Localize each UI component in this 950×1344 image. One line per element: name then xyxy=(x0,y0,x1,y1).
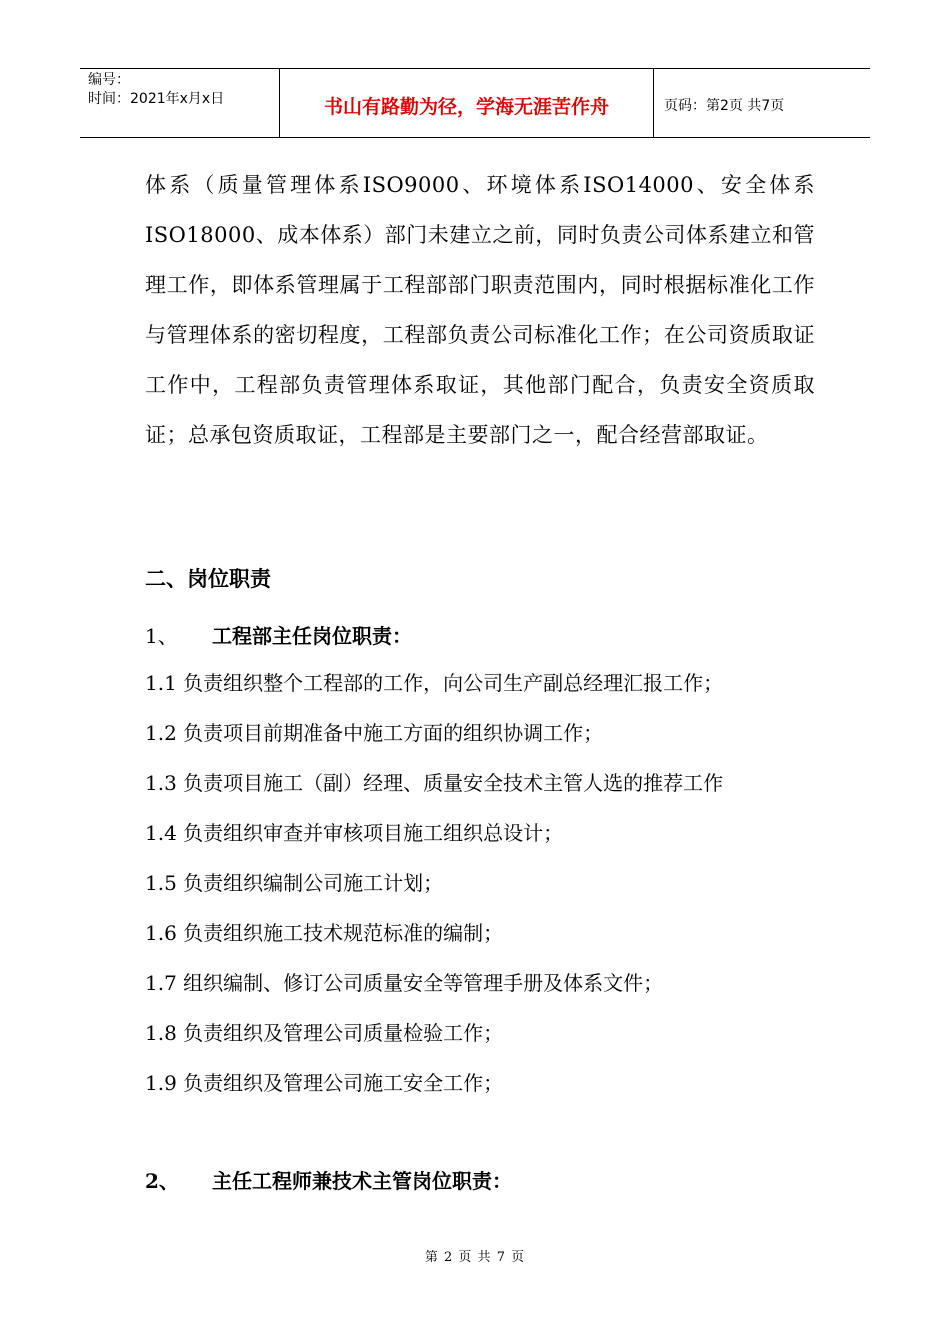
section-title: 二、岗位职责 xyxy=(145,566,271,591)
header-motto: 书山有路勤为径，学海无涯苦作舟 xyxy=(280,69,654,137)
page-header xyxy=(80,68,870,138)
list-item: 1.5 负责组织编制公司施工计划； xyxy=(145,871,444,895)
list-item: 1.1 负责组织整个工程部的工作，向公司生产副总经理汇报工作； xyxy=(145,671,724,695)
subsection-number: 2、 xyxy=(145,1169,179,1193)
duty-list xyxy=(145,658,723,1108)
subsection-number: 1、 xyxy=(145,624,178,648)
header-meta xyxy=(80,69,280,137)
header-page-number: 页码：第2页 共7页 xyxy=(664,98,785,114)
intro-section xyxy=(145,160,815,460)
list-item: 1.8 负责组织及管理公司质量检验工作； xyxy=(145,1021,504,1045)
subsection-title: 主任工程师兼技术主管岗位职责： xyxy=(212,1169,512,1193)
list-item: 1.6 负责组织施工技术规范标准的编制； xyxy=(145,921,504,945)
list-item: 1.7 组织编制、修订公司质量安全等管理手册及体系文件； xyxy=(145,971,664,995)
subsection-heading-2 xyxy=(145,1165,512,1194)
intro-paragraph: 体系（质量管理体系ISO9000、环境体系ISO14000、安全体系ISO18000、成本体系）部门未建立之前，同时负责公司体系建立和管理工作，即体系管理属于工程部部门职责范围内，同时根据标准化工作与管理体系的密切程度，工程部负责公司标准化工作；在公司资质取证工作中，工程部负责管理体系取证，其他部门配合，负责安全资质取证；总承包资质取证，工程部是主要部门之一，配合经营部取证。 xyxy=(145,173,815,447)
subsection-heading-1 xyxy=(145,620,412,649)
document-number-label: 编号： xyxy=(88,72,130,88)
list-item: 1.9 负责组织及管理公司施工安全工作； xyxy=(145,1071,504,1095)
list-item: 1.2 负责项目前期准备中施工方面的组织协调工作； xyxy=(145,721,604,745)
page-footer: 第 2 页 共 7 页 xyxy=(424,1250,526,1265)
document-date: 时间：2021年x月x日 xyxy=(88,91,225,107)
list-item: 1.3 负责项目施工（副）经理、质量安全技术主管人选的推荐工作 xyxy=(145,771,724,795)
list-item: 1.4 负责组织审查并审核项目施工组织总设计； xyxy=(145,821,564,845)
subsection-title: 工程部主任岗位职责： xyxy=(212,624,412,648)
